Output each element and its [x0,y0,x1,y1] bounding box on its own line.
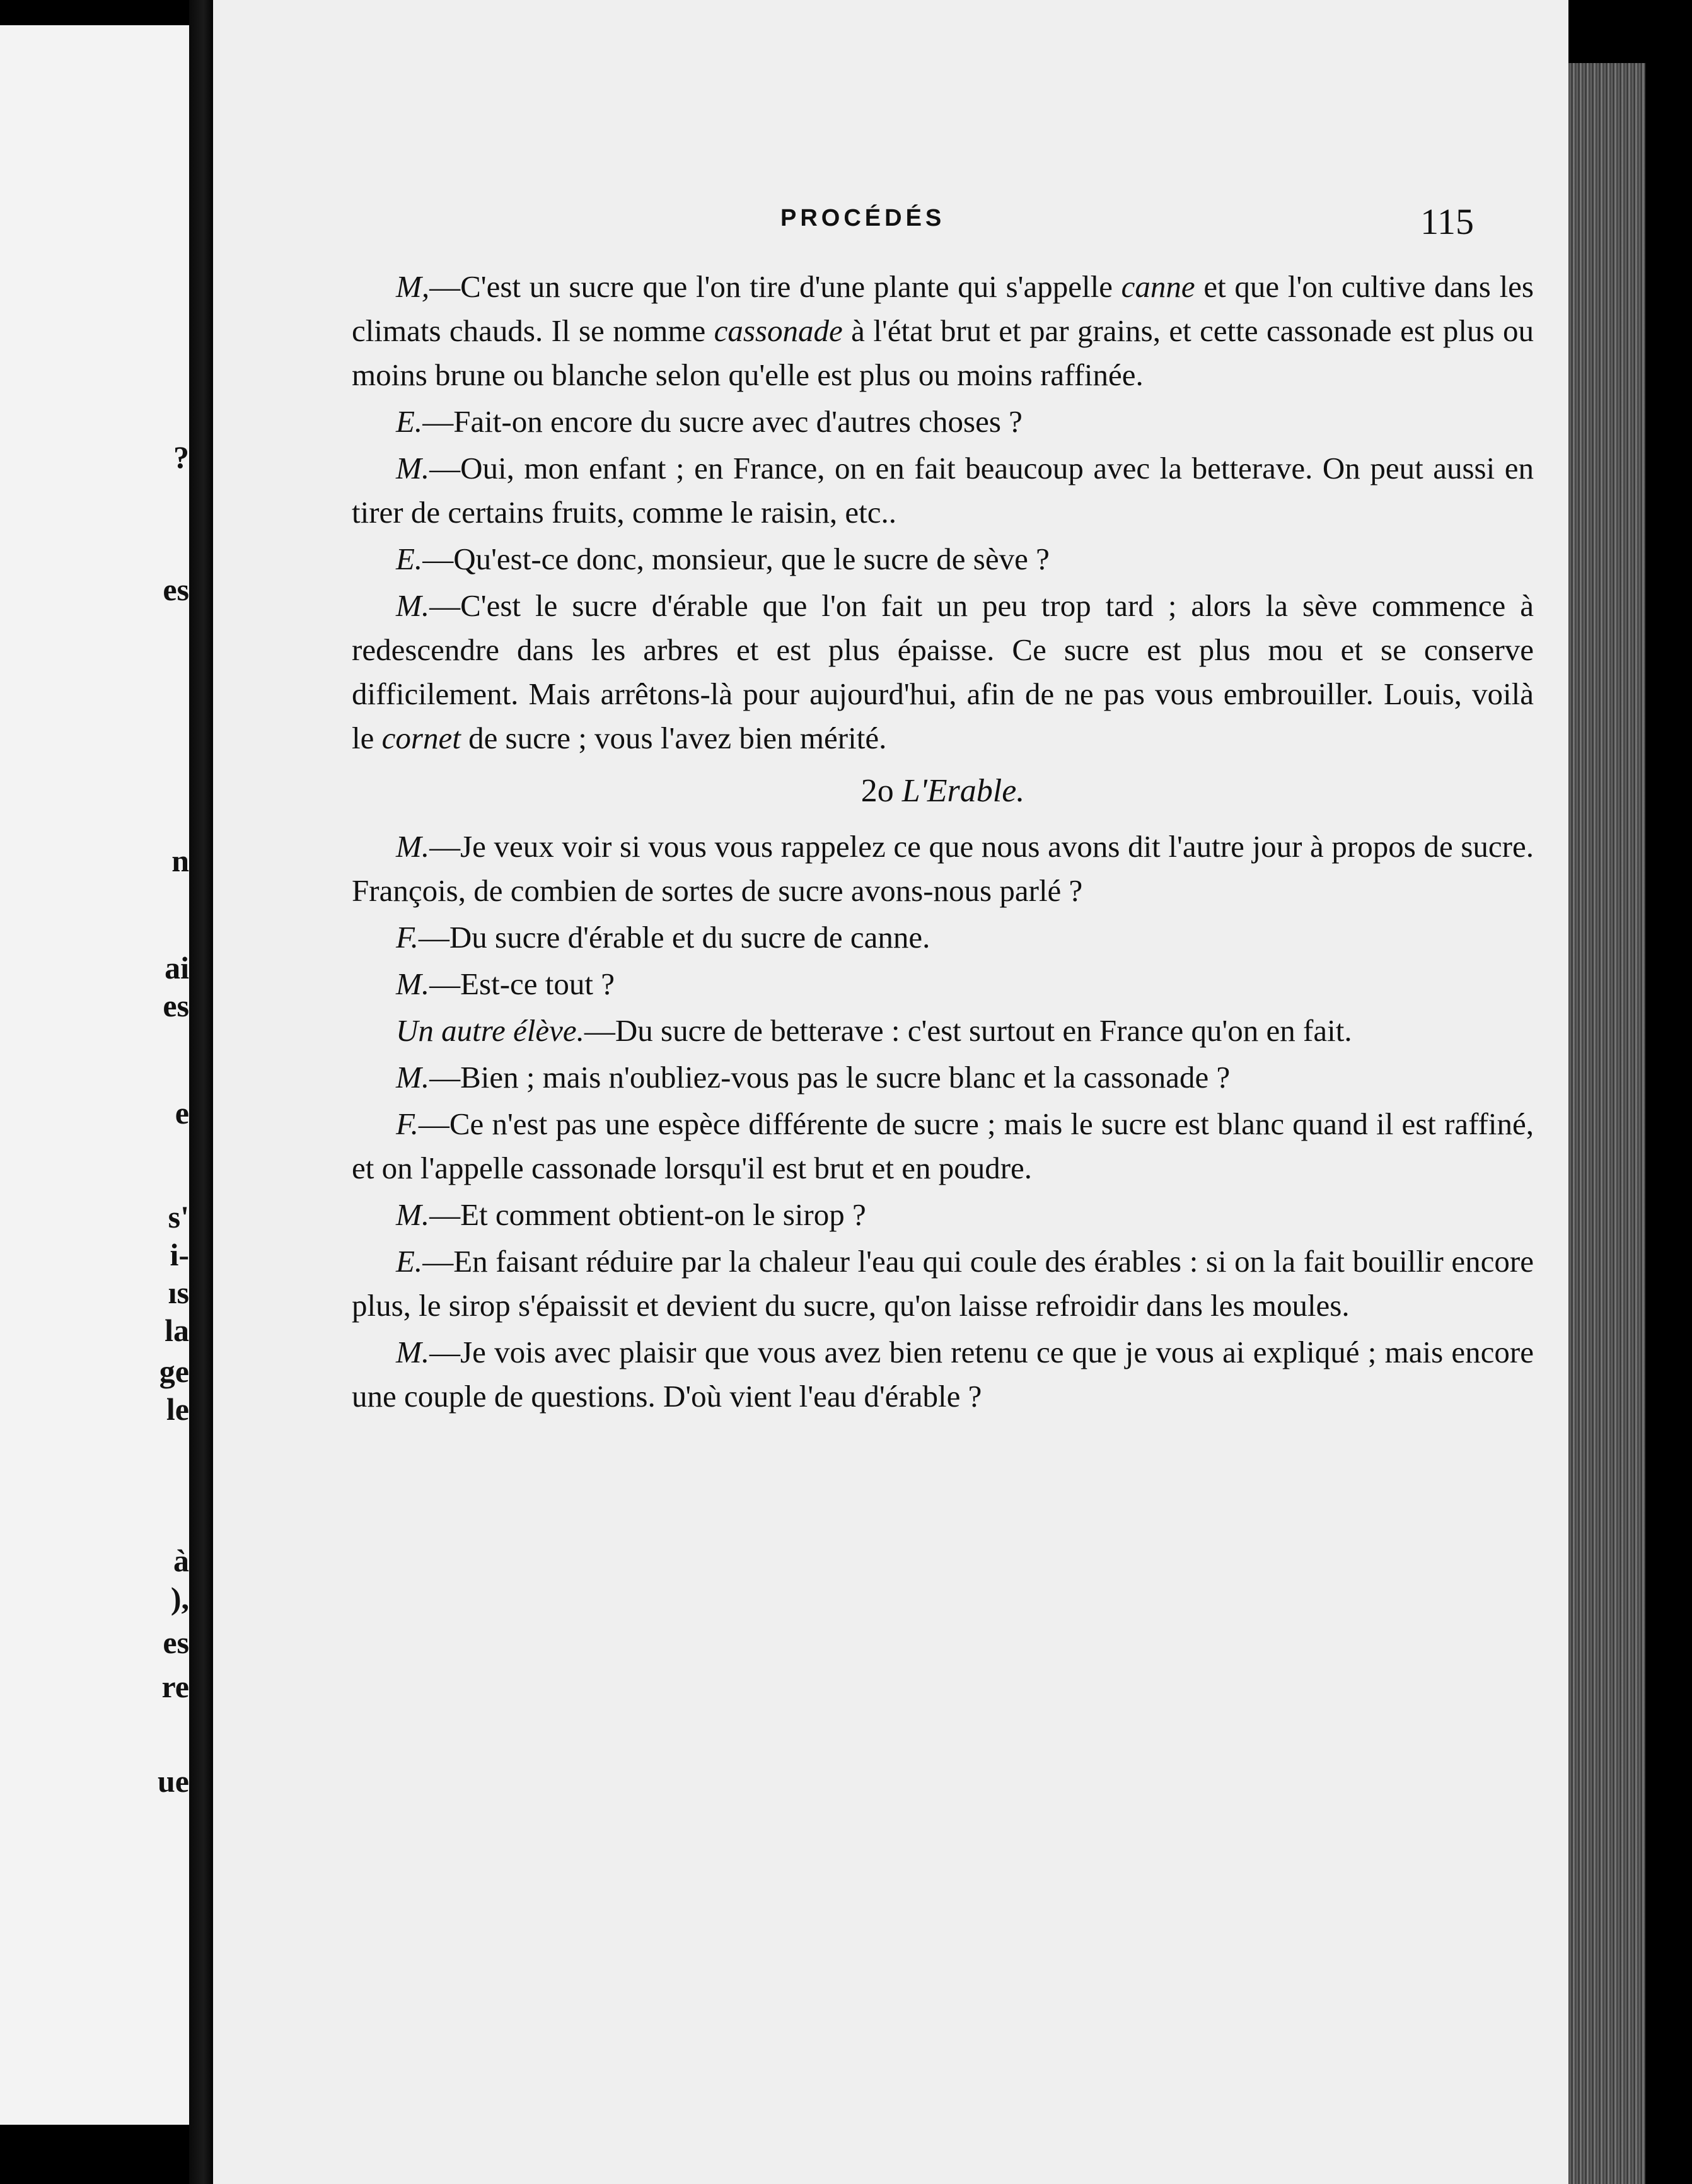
speaker: F. [396,920,419,955]
paragraph-text: —C'est un sucre que l'on tire d'une plante qui s'appelle [429,269,1121,304]
paragraph-text: —Est-ce tout ? [429,967,615,1001]
speaker: F. [396,1107,419,1141]
paragraph [352,446,1534,535]
paragraph-text: —Et comment obtient-on le sirop ? [429,1197,866,1232]
paragraph-text: et que l'on cultive dans les climats chauds. Il se nomme [352,269,1534,348]
left-page-fragment: ue [158,1763,189,1799]
left-page-fragment: i- [170,1237,189,1272]
paragraph-text: —Du sucre d'érable et du sucre de canne. [418,920,930,955]
scan-border [1645,0,1692,2184]
left-page-fragment: ), [170,1581,189,1616]
speaker: E. [396,542,423,576]
speaker: M, [396,269,430,304]
running-head: PROCÉDÉS [780,205,946,231]
speaker: E. [396,404,423,439]
paragraph [352,1330,1534,1419]
section-heading [352,769,1534,813]
left-page-fragment: es [163,1625,189,1660]
paragraph-text: —Oui, mon enfant ; en France, on en fait beaucoup avec la betterave. On peut aussi en tirer de certains fruits, comme le raisin, etc.. [352,451,1534,530]
emphasis: canne [1121,269,1195,304]
paragraph-text: —Je veux voir si vous vous rappelez ce que nous avons dit l'autre jour à propos de sucre. François, de combien de sortes de sucre avons-nous parlé ? [352,829,1534,908]
emphasis: cassonade [714,313,843,348]
paragraph [352,962,1534,1006]
paragraph [352,1055,1534,1100]
paragraph [352,265,1534,397]
paragraph [352,915,1534,960]
speaker: M. [396,967,430,1001]
left-page-fragment: re [161,1669,189,1704]
left-page-fragment: ge [159,1354,189,1389]
book-page [213,0,1568,2184]
left-page-fragment: à [173,1543,189,1578]
paragraph [352,1009,1534,1053]
left-page-fragment: ıs [168,1275,189,1310]
left-page-fragment: e [175,1095,189,1130]
paragraph [352,1102,1534,1190]
left-page-fragment: es [163,572,189,607]
speaker: M. [396,1060,430,1095]
paragraph-text: à l'état brut et par grains, et cette cassonade est plus ou moins brune ou blanche selon qu'elle est plus ou moins raffinée. [352,313,1534,392]
paragraph-text: —Je vois avec plaisir que vous avez bien retenu ce que je vous ai expliqué ; mais encore une couple de questions. D'où vient l'eau d'érable ? [352,1335,1534,1414]
left-page-fragment: n [171,843,189,878]
section-title: L'Erable. [901,773,1025,809]
speaker: M. [396,1197,430,1232]
speaker: E. [396,1244,423,1279]
book-gutter [189,0,213,2184]
paragraph [352,400,1534,444]
paragraph-text: —Fait-on encore du sucre avec d'autres choses ? [422,404,1023,439]
speaker: M. [396,588,430,623]
page-text [352,265,1534,1421]
left-page-fragment: ? [173,439,189,475]
paragraph-text: de sucre ; vous l'avez bien mérité. [460,721,887,755]
speaker: Un autre élève. [396,1013,584,1048]
paragraph [352,1193,1534,1237]
previous-page [0,25,189,2125]
left-page-fragment: es [163,988,189,1023]
paragraph [352,584,1534,760]
paragraph-text: —Qu'est-ce donc, monsieur, que le sucre de sève ? [422,542,1050,576]
left-page-fragment: le [166,1391,189,1427]
paragraph-text: —C'est le sucre d'érable que l'on fait un peu trop tard ; alors la sève commence à redescendre dans les arbres et est plus épaisse. Ce sucre est plus mou et se conserve difficilement. Mais arrêtons-là pour aujourd'hui, afin de ne pas vous embrouiller. Louis, voilà le [352,588,1534,755]
page-number: 115 [1420,201,1474,242]
speaker: M. [396,1335,430,1369]
emphasis: cornet [381,721,461,755]
left-page-fragment: ai [165,950,189,985]
paragraph-text: —Du sucre de betterave : c'est surtout en France qu'on en fait. [584,1013,1352,1048]
section-number: 2o [860,773,894,809]
paragraph [352,537,1534,581]
speaker: M. [396,451,430,485]
left-page-fragment: s' [168,1199,189,1234]
paragraph-text: —Ce n'est pas une espèce différente de sucre ; mais le sucre est blanc quand il est raffiné, et on l'appelle cassonade lorsqu'il est brut et en poudre. [352,1107,1534,1185]
paragraph [352,825,1534,913]
paragraph-text: —Bien ; mais n'oubliez-vous pas le sucre blanc et la cassonade ? [429,1060,1231,1095]
paragraph-text: —En faisant réduire par la chaleur l'eau qui coule des érables : si on la fait bouillir encore plus, le sirop s'épaissit et devient du sucre, qu'on laisse refroidir dans les moules. [352,1244,1534,1323]
left-page-fragment: la [165,1313,189,1348]
paragraph [352,1240,1534,1328]
speaker: M. [396,829,430,864]
